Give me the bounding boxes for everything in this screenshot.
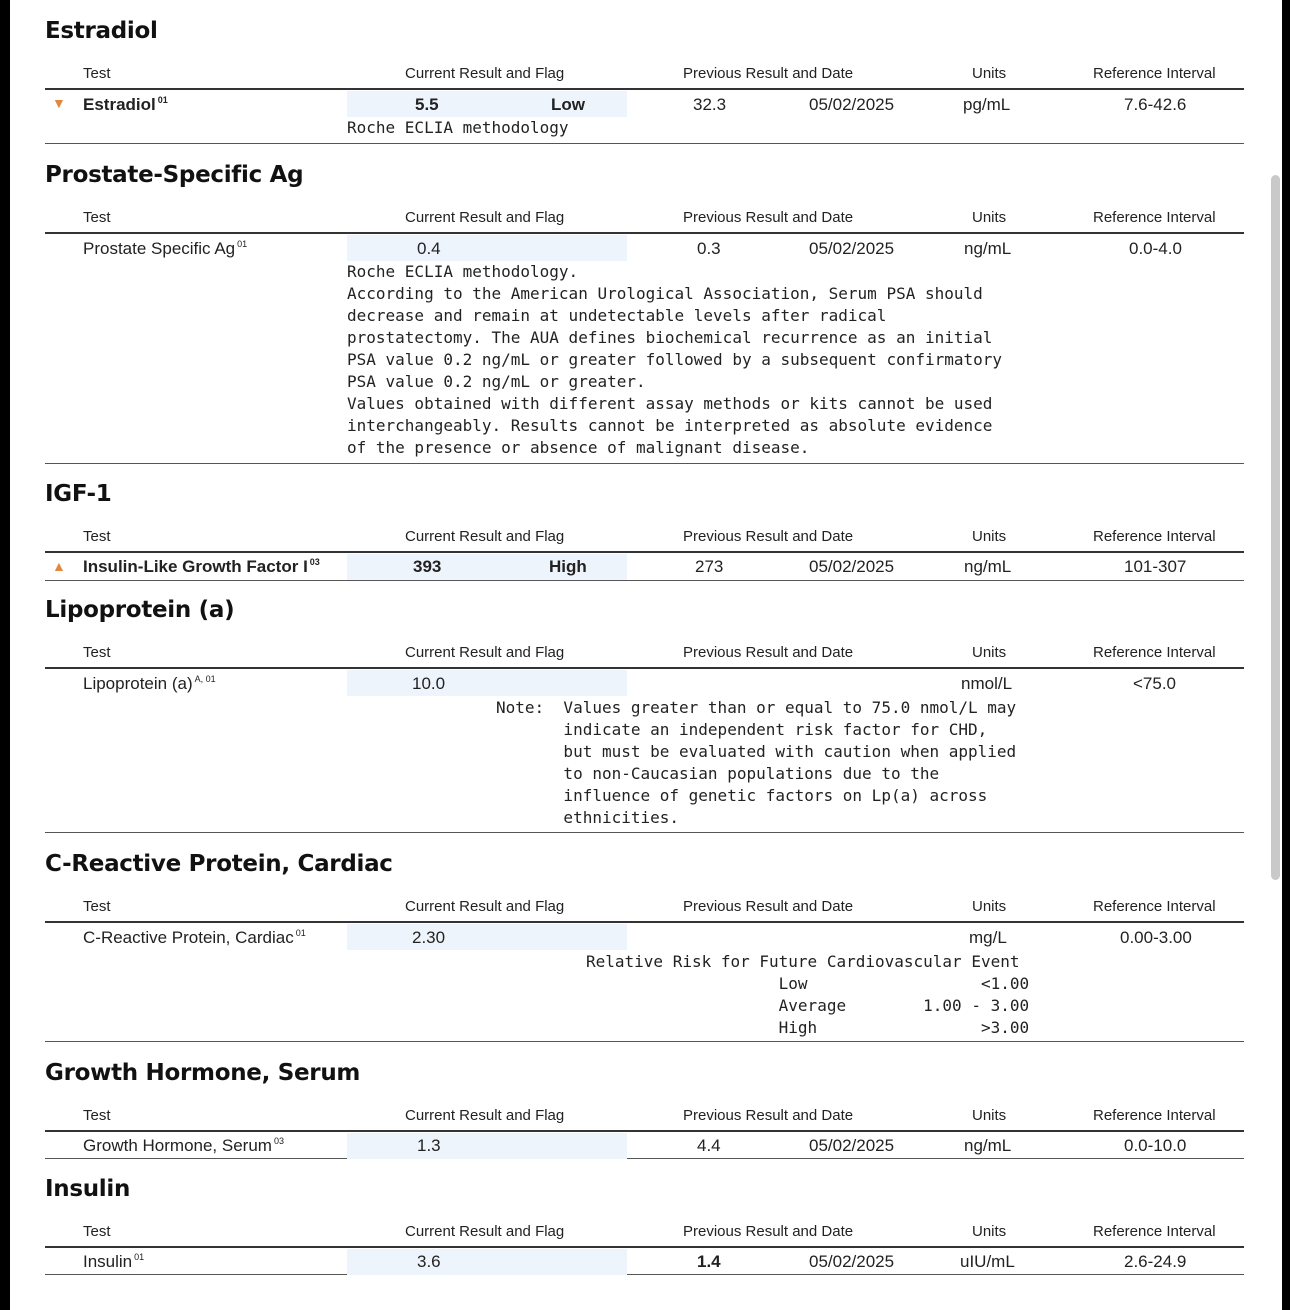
header-current: Current Result and Flag: [405, 209, 565, 226]
header-units: Units: [972, 1223, 1007, 1240]
vertical-scrollbar[interactable]: [1271, 175, 1280, 880]
result-highlight: [347, 924, 627, 950]
header-units: Units: [972, 65, 1007, 82]
header-test: Test: [83, 1223, 111, 1240]
section-title: C-Reactive Protein, Cardiac: [45, 851, 393, 877]
current-result: 5.5: [415, 95, 439, 114]
test-name: Estradiol $^{01}$: [83, 95, 168, 114]
current-result: 0.4: [417, 239, 441, 258]
header-units: Units: [972, 898, 1007, 915]
footnote-ref: 01: [134, 1252, 145, 1262]
current-result: 393: [413, 557, 442, 576]
result-row: [45, 669, 1244, 833]
column-header: [45, 1216, 1244, 1248]
up-triangle-icon: ▲: [52, 558, 66, 574]
result-flag: High: [549, 557, 587, 576]
header-test: Test: [83, 1107, 111, 1124]
header-previous: Previous Result and Date: [683, 528, 854, 545]
result-highlight: [347, 1133, 627, 1159]
down-triangle-icon: ▼: [52, 95, 66, 111]
header-reference: Reference Interval: [1093, 65, 1216, 82]
test-name: Insulin $^{01}$: [83, 1252, 145, 1271]
header-test: Test: [83, 65, 111, 82]
current-result: 2.30: [412, 928, 446, 947]
header-current: Current Result and Flag: [405, 644, 565, 661]
reference-interval: 0.0-4.0: [1129, 239, 1182, 258]
current-result: 1.3: [417, 1136, 441, 1155]
test-name: Lipoprotein (a) $^{A, 01}$: [83, 674, 216, 693]
header-previous: Previous Result and Date: [683, 898, 854, 915]
result-row: [45, 1132, 1244, 1159]
previous-result: 32.3: [693, 95, 727, 114]
header-reference: Reference Interval: [1093, 1223, 1216, 1240]
header-test: Test: [83, 898, 111, 915]
column-header: [45, 891, 1244, 923]
reference-interval: 0.00-3.00: [1120, 928, 1192, 947]
footnote-ref: 01: [237, 239, 248, 249]
current-result: 10.0: [412, 674, 446, 693]
header-units: Units: [972, 209, 1007, 226]
header-previous: Previous Result and Date: [683, 1223, 854, 1240]
column-header: [45, 58, 1244, 90]
column-header: [45, 637, 1244, 669]
previous-date: 05/02/2025: [809, 239, 895, 258]
reference-interval: <75.0: [1133, 674, 1177, 693]
header-current: Current Result and Flag: [405, 65, 565, 82]
units: pg/mL: [963, 95, 1011, 114]
section-title: IGF-1: [45, 481, 112, 507]
header-previous: Previous Result and Date: [683, 1107, 854, 1124]
header-reference: Reference Interval: [1093, 1107, 1216, 1124]
result-highlight: [347, 235, 627, 261]
footnote-ref: 03: [273, 1136, 284, 1146]
previous-date: 05/02/2025: [809, 95, 895, 114]
section-title: Prostate-Specific Ag: [45, 162, 304, 188]
result-row: [45, 90, 1244, 144]
previous-result: 4.4: [697, 1136, 721, 1155]
footnote-ref: A, 01: [194, 674, 216, 684]
test-name: C-Reactive Protein, Cardiac $^{01}$: [83, 928, 306, 947]
header-current: Current Result and Flag: [405, 1107, 565, 1124]
units: ng/mL: [964, 239, 1012, 258]
current-result: 3.6: [417, 1252, 441, 1271]
result-comment: Relative Risk for Future Cardiovascular Event Low <1.00 Average 1.00 - 3.00 High >3.00: [586, 952, 1030, 1037]
previous-result: 1.4: [697, 1252, 721, 1271]
header-current: Current Result and Flag: [405, 1223, 565, 1240]
units: ng/mL: [964, 1136, 1012, 1155]
header-test: Test: [83, 209, 111, 226]
reference-interval: 0.0-10.0: [1124, 1136, 1187, 1155]
result-flag: Low: [551, 95, 585, 114]
units: ng/mL: [964, 557, 1012, 576]
test-name: Prostate Specific Ag $^{01}$: [83, 239, 248, 258]
previous-result: 0.3: [697, 239, 721, 258]
section-title: Insulin: [45, 1176, 131, 1202]
result-row: [45, 923, 1244, 1042]
result-row: [45, 553, 1244, 581]
column-header: [45, 1100, 1244, 1132]
units: mg/L: [969, 928, 1007, 947]
header-test: Test: [83, 528, 111, 545]
lab-report-page: [10, 0, 1282, 1310]
reference-interval: 101-307: [1124, 557, 1187, 576]
test-name: Insulin-Like Growth Factor I $^{03}$: [83, 557, 320, 576]
header-reference: Reference Interval: [1093, 209, 1216, 226]
header-previous: Previous Result and Date: [683, 65, 854, 82]
result-highlight: [347, 670, 627, 696]
previous-result: 273: [695, 557, 724, 576]
reference-interval: 2.6-24.9: [1124, 1252, 1187, 1271]
result-highlight: [347, 91, 627, 117]
test-name: Growth Hormone, Serum $^{03}$: [83, 1136, 284, 1155]
footnote-ref: 01: [157, 95, 168, 105]
section-title: Lipoprotein (a): [45, 597, 235, 623]
section-title: Estradiol: [45, 18, 158, 44]
reference-interval: 7.6-42.6: [1124, 95, 1187, 114]
header-units: Units: [972, 528, 1007, 545]
header-current: Current Result and Flag: [405, 898, 565, 915]
header-reference: Reference Interval: [1093, 898, 1216, 915]
units: nmol/L: [961, 674, 1013, 693]
header-reference: Reference Interval: [1093, 528, 1216, 545]
header-test: Test: [83, 644, 111, 661]
column-header: [45, 521, 1244, 553]
header-previous: Previous Result and Date: [683, 644, 854, 661]
result-row: [45, 234, 1244, 464]
previous-date: 05/02/2025: [809, 1252, 895, 1271]
header-current: Current Result and Flag: [405, 528, 565, 545]
column-header: [45, 202, 1244, 234]
section-title: Growth Hormone, Serum: [45, 1060, 361, 1086]
header-previous: Previous Result and Date: [683, 209, 854, 226]
result-row: [45, 1248, 1244, 1275]
header-reference: Reference Interval: [1093, 644, 1216, 661]
footnote-ref: 01: [295, 928, 306, 938]
previous-date: 05/02/2025: [809, 1136, 895, 1155]
previous-date: 05/02/2025: [809, 557, 895, 576]
result-highlight: [347, 1249, 627, 1275]
result-comment: Roche ECLIA methodology. According to the American Urological Association, Serum PSA should decrease and remain at undetectable levels after radical prostatectomy. The AUA defines biochemical recurrence as an initial PSA value 0.2 ng/mL or greater followed by a subsequent confirmatory PSA value 0.2 ng/mL or greater. Values obtained with different assay methods or kits cannot be used interchangeably. Results cannot be interpreted as absolute evidence of the presence or absence of malignant disease.: [347, 262, 1003, 457]
header-units: Units: [972, 1107, 1007, 1124]
result-comment: Roche ECLIA methodology: [347, 118, 569, 137]
window-edge: [1282, 0, 1290, 1310]
result-comment: Note: Values greater than or equal to 75.0 nmol/L may indicate an independent risk factor for CHD, but must be evaluated with caution when applied to non-Caucasian populations due to the influence of genetic factors on Lp(a) across ethnicities.: [496, 698, 1017, 827]
units: uIU/mL: [960, 1252, 1015, 1271]
footnote-ref: 03: [309, 557, 320, 567]
header-units: Units: [972, 644, 1007, 661]
